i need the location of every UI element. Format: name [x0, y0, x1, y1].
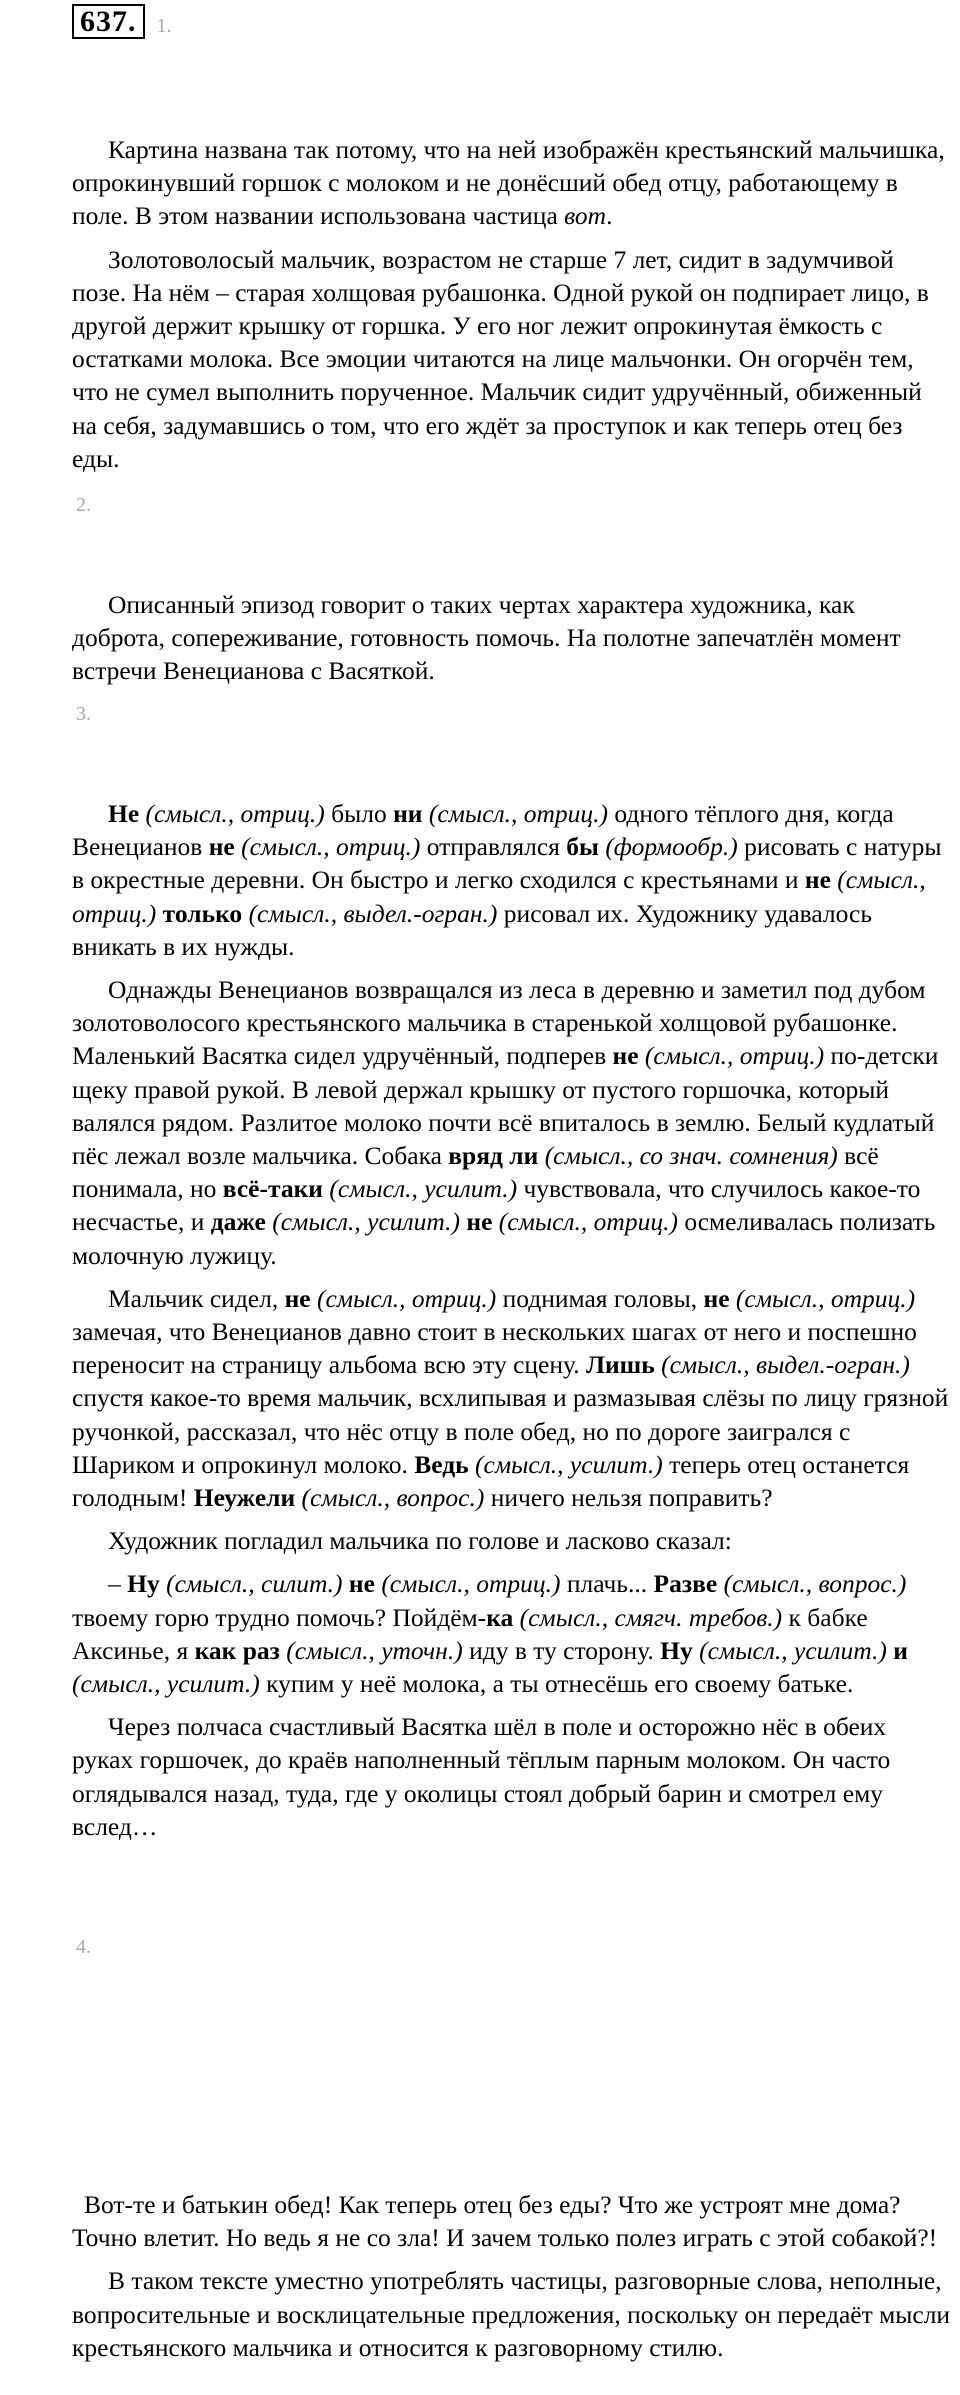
task-marker-4: 4.: [76, 1936, 91, 1958]
text-run: рисовать с натуры в окрестные деревни. Он быстро и легко сходился с крестьянами и: [72, 832, 942, 895]
particle: Неужели: [193, 1483, 296, 1513]
text-run: по-детски щеку правой рукой. В левой держал крышку от пустого горшочка, который валялся рядом. Разлитое молоко почти всё впиталось в землю. Белый кудлатый пёс лежал возле мальчика. Собака: [72, 1041, 939, 1171]
particle: не: [348, 1569, 375, 1599]
particle: Лишь: [585, 1350, 655, 1380]
particle: не: [804, 865, 831, 895]
text-run: поднимая головы,: [496, 1283, 704, 1313]
text-run: Картина названа так потому, что на ней изображён крестьянский мальчишка, опрокинувший горшок с молоком и не донёсший обед отцу, работающему в поле. В этом названии использована частица: [72, 135, 945, 231]
text-run: чувствовала, что случилось какое-то несчастье, и: [72, 1174, 921, 1237]
text-run: к бабке Аксинье, я: [72, 1602, 868, 1665]
text-run: –: [108, 1569, 128, 1599]
paragraph: [72, 243, 952, 475]
particle: даже: [210, 1207, 266, 1237]
particle: как раз: [194, 1635, 280, 1665]
text-run: купим у неё молока, а ты отнесёшь его своему батьке.: [259, 1669, 854, 1699]
text-run: твоему горю трудно помочь? Пойдём-: [72, 1602, 487, 1632]
paragraph: [72, 1710, 952, 1843]
annotation: (смысл., смягч. требов.): [513, 1602, 783, 1632]
text-run: спустя какое-то время мальчик, всхлипывая и размазывая слёзы по лицу грязной ручонкой, рассказал, что нёс отцу в поле обед, но по дороге заигрался с Шариком и опрокинул молоко.: [72, 1383, 949, 1479]
text-run: одного тёплого дня, когда Венецианов: [72, 799, 894, 862]
particle: Разве: [653, 1569, 718, 1599]
annotation: (смысл., усилит.): [322, 1174, 518, 1204]
text-run: было: [324, 799, 394, 828]
text-run: теперь отец останется голодным!: [72, 1449, 910, 1513]
text-run: .: [606, 201, 613, 231]
annotation: (смысл., отриц.): [72, 865, 926, 928]
paragraph: [72, 588, 952, 688]
text-run: Мальчик сидел,: [108, 1283, 285, 1313]
annotation: (смысл., отриц.): [422, 799, 609, 828]
text-run: Золотоволосый мальчик, возрастом не старше 7 лет, сидит в задумчивой позе. На нём – старая холщовая рубашонка. Одной рукой он подпирает лицо, в другой держит крышку от горшка. У его ног лежит опрокинутая ёмкость с остатками молока. Все эмоции читаются на лице мальчонки. Он огорчён тем, что не сумел выполнить порученное. Мальчик сидит удручённый, обиженный на себя, задумавшись о том, что его ждёт за проступок и как теперь отец без еды.: [72, 244, 929, 473]
particle: не: [466, 1207, 493, 1237]
paragraph: [72, 2188, 952, 2254]
annotation: (смысл., отриц.): [492, 1207, 678, 1237]
annotation: (смысл., отриц.): [638, 1041, 825, 1071]
text-run: Вот-те и батькин обед! Как теперь отец без еды? Что же устроят мне дома? Точно влетит. Но ведь я не со зла! И зачем только полез играть с этой собакой?!: [72, 2190, 938, 2253]
annotation: (смысл., отриц.): [374, 1569, 561, 1599]
particle: бы: [566, 832, 599, 862]
annotation: (смысл., вопрос.): [717, 1569, 907, 1599]
text-run: плачь...: [560, 1569, 654, 1599]
annotation: (смысл., со знач. сомнения): [538, 1141, 838, 1171]
task-marker-1: 1.: [156, 15, 172, 37]
annotation: (смысл., вопрос.): [295, 1483, 485, 1513]
annotation: (смысл., выдел.-огран.): [654, 1350, 910, 1380]
paragraph: [72, 133, 952, 233]
annotation: (смысл., отриц.): [234, 832, 421, 862]
exercise-header: [72, 4, 172, 39]
text-run: отправлялся: [420, 832, 567, 862]
annotation: (смысл., отриц.): [310, 1283, 497, 1313]
particle: ни: [393, 799, 423, 828]
text-run: Однажды Венецианов возвращался из леса в деревню и заметил под дубом золотоволосого крестьянского мальчика в старенькой холщовой рубашонке. Маленький Васятка сидел удручённый, подперев: [72, 975, 926, 1071]
section-2: [72, 588, 952, 698]
annotation: (смысл., усилит.): [72, 1669, 260, 1699]
text-run: Через полчаса счастливый Васятка шёл в поле и осторожно нёс в обеих руках горшочек, до краёв наполненный тёплым парным молоком. Он часто оглядывался назад, туда, где у околицы стоял добрый барин и смотрел ему вслед…: [72, 1712, 891, 1841]
particle: Ну: [660, 1635, 693, 1665]
section-1: [72, 133, 952, 485]
particle: не: [284, 1283, 311, 1313]
particle: только: [162, 898, 243, 928]
annotation: (смысл., усилит.): [265, 1207, 467, 1237]
annotation: (смысл., усилит.): [692, 1635, 894, 1665]
particle: всё-таки: [222, 1174, 323, 1204]
paragraph: [72, 973, 952, 1272]
annotation: (смысл., выдел.-огран.): [242, 898, 498, 928]
paragraph: [72, 1567, 952, 1700]
annotation: (смысл., уточн.): [279, 1635, 463, 1665]
particle: не: [703, 1283, 730, 1313]
text-run: замечая, что Венецианов давно стоит в нескольких шагах от него и поспешно переносит на страницу альбома всю эту сцену.: [72, 1317, 917, 1380]
section-3: [72, 797, 952, 1853]
text-run: В таком тексте уместно употреблять частицы, разговорные слова, неполные, вопросительные и восклицательные предложения, поскольку он передаёт мысли крестьянского мальчика и относится к разговорному стилю.: [72, 2266, 951, 2362]
text-run: осмеливалась полизать молочную лужицу.: [72, 1207, 936, 1270]
annotation: (смысл., отриц.): [729, 1283, 916, 1313]
annotation: (смысл., силит.): [159, 1569, 349, 1599]
particle: ка: [486, 1602, 514, 1632]
particle: не: [208, 832, 235, 862]
paragraph: [72, 797, 952, 963]
text-run: ничего нельзя поправить?: [484, 1483, 773, 1513]
annotation: вот: [564, 201, 607, 231]
paragraph: [72, 1524, 952, 1557]
annotation: (смысл., усилит.): [468, 1449, 663, 1479]
exercise-number: 637.: [72, 4, 145, 39]
text-run: всё понимала, но: [72, 1141, 879, 1204]
annotation: (смысл., отриц.): [139, 799, 325, 828]
text-run: Описанный эпизод говорит о таких чертах характера художника, как доброта, сопереживание, готовность помочь. На полотне запечатлён момент встречи Венецианова с Васяткой.: [72, 590, 901, 686]
particle: Не: [108, 799, 140, 828]
text-run: Художник погладил мальчика по голове и ласково сказал:: [108, 1526, 732, 1556]
task-marker-2: 2.: [76, 494, 91, 516]
paragraph: [72, 1282, 952, 1514]
text-run: рисовал их. Художнику удавалось вникать в их нужды.: [72, 898, 872, 961]
particle: вряд ли: [448, 1141, 539, 1171]
particle: Ведь: [414, 1449, 469, 1479]
particle: Ну: [127, 1569, 160, 1599]
particle: и: [893, 1635, 908, 1665]
text-run: иду в ту сторону.: [462, 1635, 661, 1665]
annotation: (формообр.): [598, 832, 738, 862]
particle: не: [612, 1041, 639, 1071]
task-marker-3: 3.: [76, 703, 91, 725]
section-4: [72, 2188, 952, 2374]
paragraph: [72, 2264, 952, 2364]
